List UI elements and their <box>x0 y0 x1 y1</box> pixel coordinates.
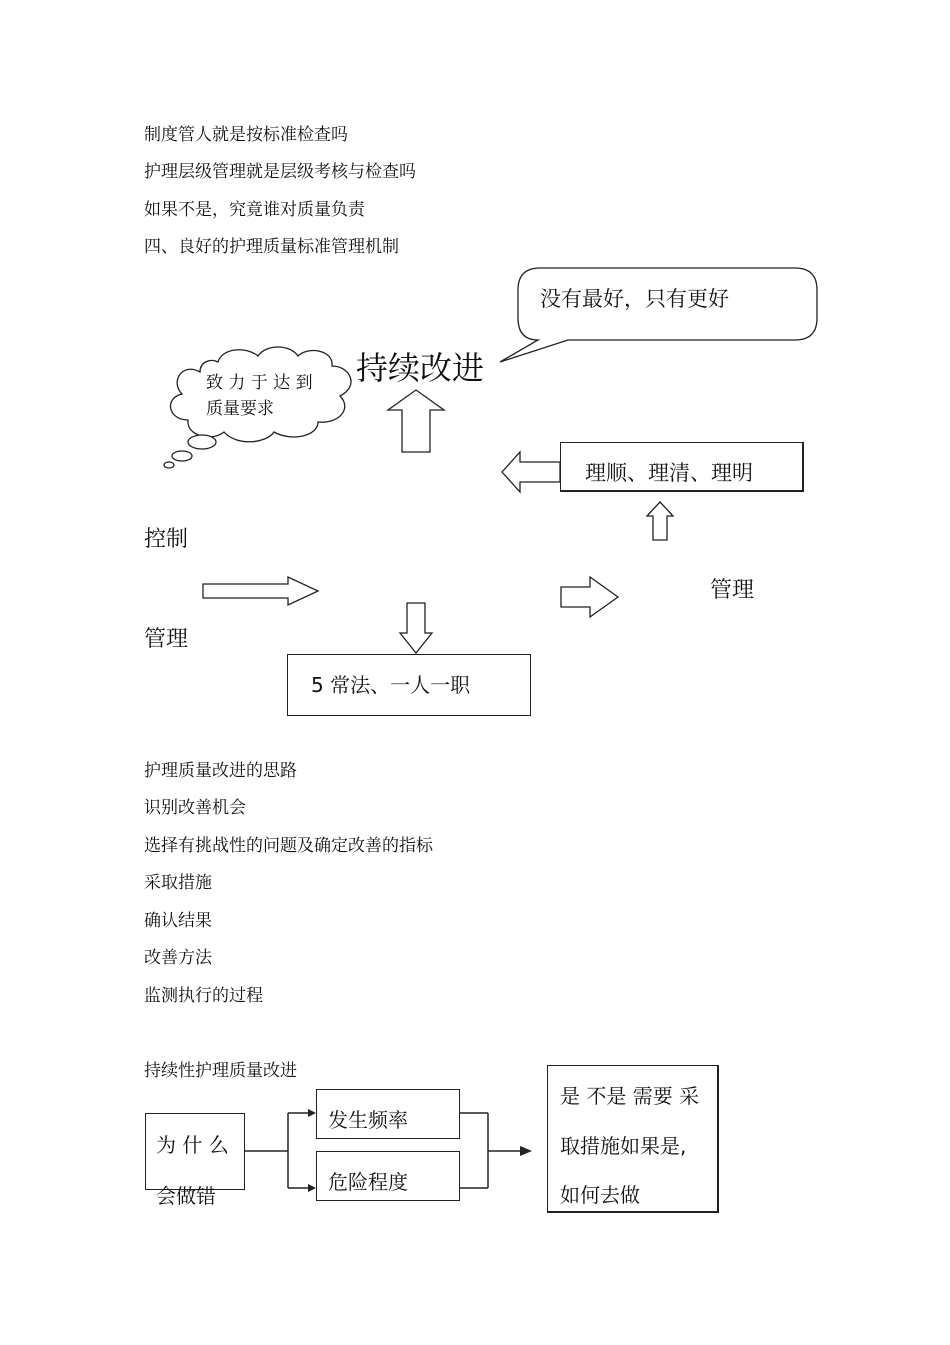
label-management-right: 管理 <box>710 578 755 603</box>
result-text-line-1: 是 不是 需要 采 <box>560 1084 700 1108</box>
list-item: 监测执行的过程 <box>144 986 263 1006</box>
result-text-line-3: 如何去做 <box>560 1183 640 1207</box>
right-box-text: 理顺、理清、理明 <box>585 461 753 485</box>
callout-text: 没有最好，只有更好 <box>540 287 729 311</box>
bottom-box-text: 5 常法、一人一职 <box>311 673 471 697</box>
intro-line-2: 护理层级管理就是层级考核与检查吗 <box>144 162 416 182</box>
list-item: 识别改善机会 <box>144 798 246 818</box>
ideas-heading: 护理质量改进的思路 <box>144 761 297 781</box>
risk-text: 危险程度 <box>328 1170 408 1194</box>
section-heading: 四、良好的护理质量标准管理机制 <box>144 237 399 257</box>
label-control: 控制 <box>144 527 189 552</box>
arrowhead-risk <box>308 1184 316 1192</box>
label-management-left: 管理 <box>144 627 189 652</box>
list-item: 选择有挑战性的问题及确定改善的指标 <box>144 836 433 856</box>
intro-line-3: 如果不是，究竟谁对质量负责 <box>144 200 365 220</box>
improvement-heading: 持续性护理质量改进 <box>144 1061 297 1081</box>
why-text-line-1: 为 什 么 <box>156 1133 229 1157</box>
list-item: 采取措施 <box>144 873 212 893</box>
cloud-text-line-2: 质量要求 <box>206 399 274 419</box>
frequency-text: 发生频率 <box>328 1108 408 1132</box>
intro-line-1: 制度管人就是按标准检查吗 <box>144 125 348 145</box>
list-item: 改善方法 <box>144 948 212 968</box>
arrowhead-freq <box>308 1109 316 1117</box>
result-text-line-2: 取措施如果是, <box>560 1134 687 1158</box>
cloud-text-line-1: 致 力 于 达 到 <box>206 373 313 393</box>
why-text-line-2: 会做错 <box>156 1184 216 1208</box>
list-item: 确认结果 <box>144 911 212 931</box>
diagram-center-title: 持续改进 <box>356 349 485 387</box>
arrowhead-result <box>520 1146 532 1156</box>
